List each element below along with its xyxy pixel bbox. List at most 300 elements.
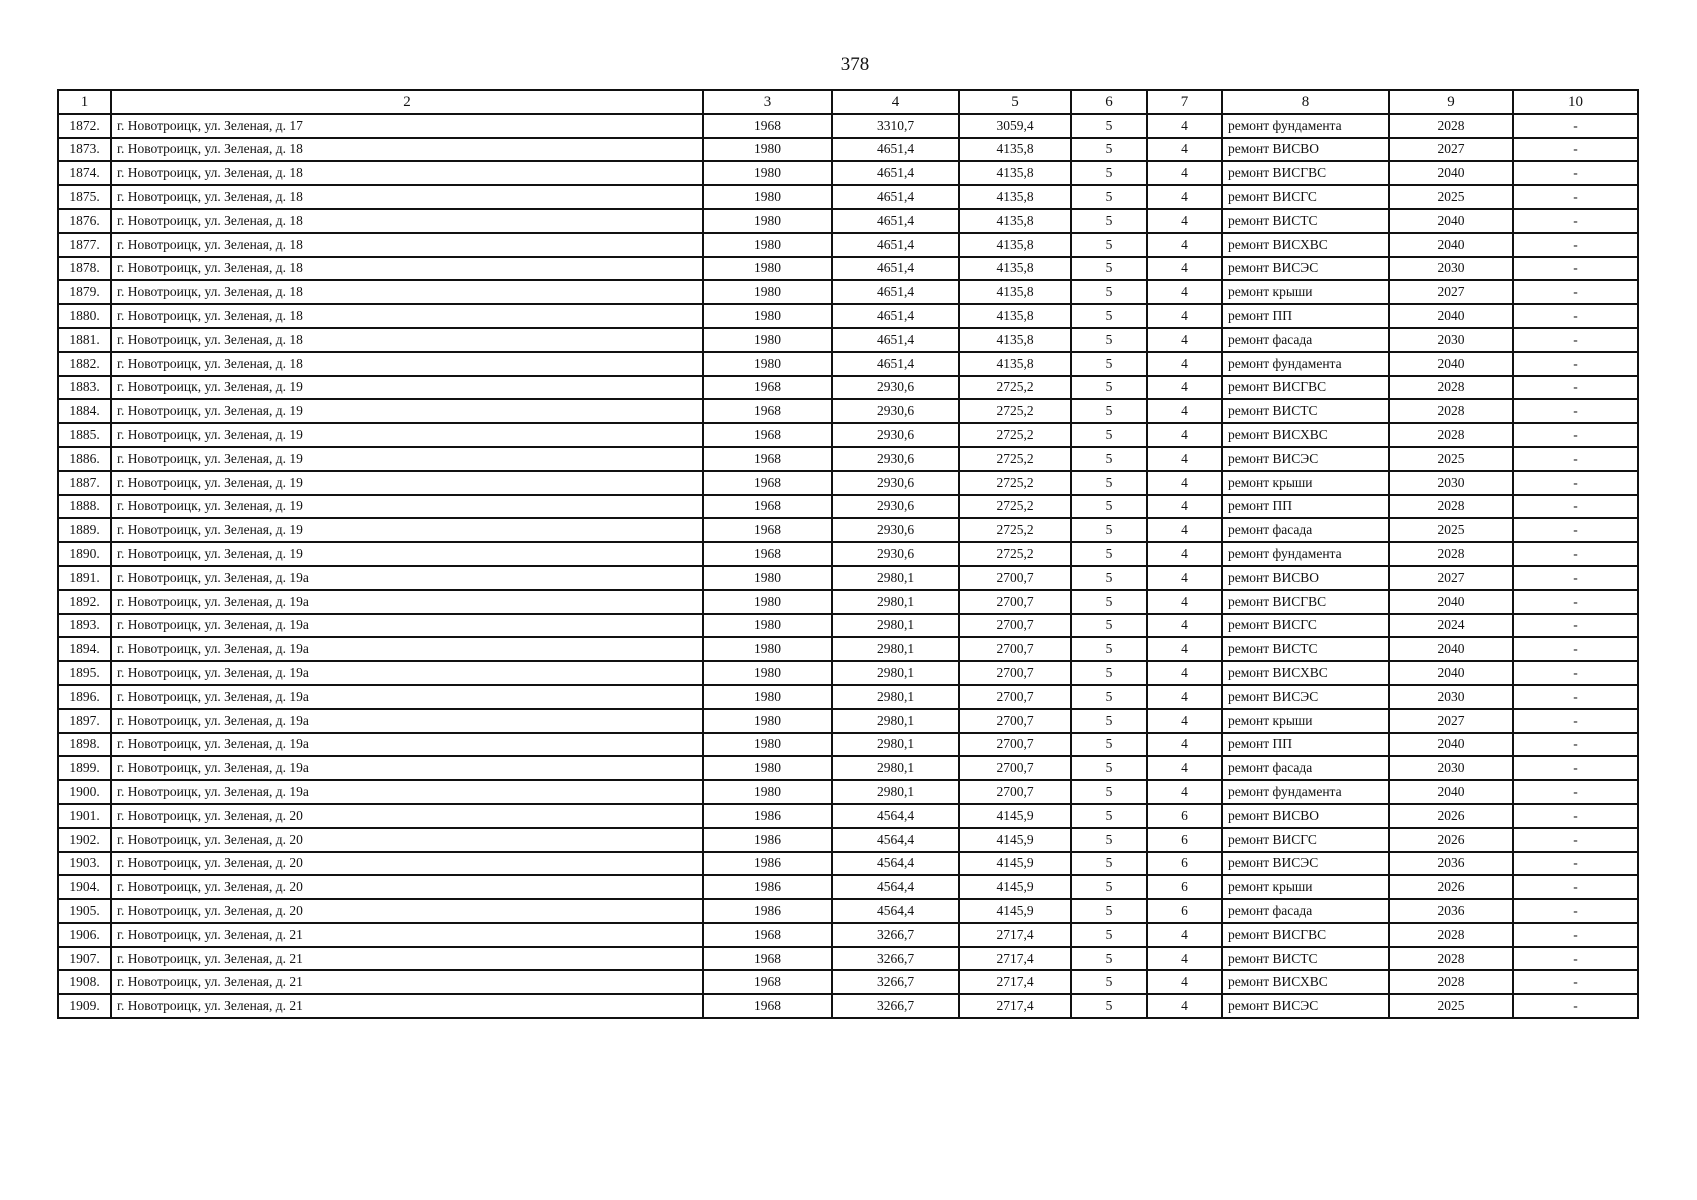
cell-note: - <box>1513 709 1638 733</box>
column-header: 5 <box>959 90 1071 114</box>
cell-total-area: 2980,1 <box>832 756 959 780</box>
cell-planned-year: 2036 <box>1389 852 1513 876</box>
cell-floors: 5 <box>1071 804 1147 828</box>
cell-total-area: 4651,4 <box>832 161 959 185</box>
cell-row-number: 1905. <box>58 899 111 923</box>
cell-planned-year: 2040 <box>1389 661 1513 685</box>
cell-floors: 5 <box>1071 923 1147 947</box>
cell-address: г. Новотроицк, ул. Зеленая, д. 19 <box>111 447 703 471</box>
cell-planned-year: 2028 <box>1389 399 1513 423</box>
cell-planned-year: 2025 <box>1389 994 1513 1018</box>
cell-year-built: 1968 <box>703 471 832 495</box>
cell-note: - <box>1513 756 1638 780</box>
column-header: 1 <box>58 90 111 114</box>
cell-living-area: 2725,2 <box>959 542 1071 566</box>
cell-total-area: 4651,4 <box>832 209 959 233</box>
cell-living-area: 2725,2 <box>959 423 1071 447</box>
cell-entrances: 4 <box>1147 161 1222 185</box>
cell-note: - <box>1513 280 1638 304</box>
cell-address: г. Новотроицк, ул. Зеленая, д. 19 <box>111 376 703 400</box>
cell-living-area: 2700,7 <box>959 637 1071 661</box>
cell-year-built: 1980 <box>703 304 832 328</box>
cell-floors: 5 <box>1071 518 1147 542</box>
cell-address: г. Новотроицк, ул. Зеленая, д. 18 <box>111 328 703 352</box>
cell-living-area: 2717,4 <box>959 994 1071 1018</box>
cell-row-number: 1904. <box>58 875 111 899</box>
cell-repair-type: ремонт ВИСТС <box>1222 399 1389 423</box>
cell-floors: 5 <box>1071 994 1147 1018</box>
cell-total-area: 4564,4 <box>832 899 959 923</box>
cell-floors: 5 <box>1071 233 1147 257</box>
cell-floors: 5 <box>1071 780 1147 804</box>
cell-floors: 5 <box>1071 352 1147 376</box>
table-row <box>58 352 1638 376</box>
cell-address: г. Новотроицк, ул. Зеленая, д. 19 <box>111 471 703 495</box>
cell-total-area: 3266,7 <box>832 970 959 994</box>
cell-repair-type: ремонт ВИСТС <box>1222 947 1389 971</box>
cell-note: - <box>1513 495 1638 519</box>
cell-year-built: 1980 <box>703 733 832 757</box>
cell-entrances: 4 <box>1147 780 1222 804</box>
cell-total-area: 2980,1 <box>832 566 959 590</box>
cell-repair-type: ремонт ВИСХВС <box>1222 423 1389 447</box>
cell-year-built: 1968 <box>703 447 832 471</box>
table-row <box>58 138 1638 162</box>
cell-note: - <box>1513 899 1638 923</box>
cell-living-area: 2700,7 <box>959 614 1071 638</box>
cell-total-area: 4564,4 <box>832 852 959 876</box>
cell-planned-year: 2030 <box>1389 756 1513 780</box>
cell-year-built: 1980 <box>703 780 832 804</box>
table-row <box>58 614 1638 638</box>
cell-planned-year: 2028 <box>1389 923 1513 947</box>
table-row <box>58 923 1638 947</box>
cell-address: г. Новотроицк, ул. Зеленая, д. 18 <box>111 352 703 376</box>
cell-repair-type: ремонт ВИСХВС <box>1222 970 1389 994</box>
cell-row-number: 1903. <box>58 852 111 876</box>
cell-floors: 5 <box>1071 138 1147 162</box>
cell-planned-year: 2040 <box>1389 161 1513 185</box>
cell-row-number: 1893. <box>58 614 111 638</box>
cell-planned-year: 2026 <box>1389 804 1513 828</box>
cell-repair-type: ремонт ВИСЭС <box>1222 994 1389 1018</box>
table-row <box>58 566 1638 590</box>
cell-planned-year: 2040 <box>1389 209 1513 233</box>
cell-row-number: 1872. <box>58 114 111 138</box>
cell-address: г. Новотроицк, ул. Зеленая, д. 20 <box>111 804 703 828</box>
cell-entrances: 6 <box>1147 852 1222 876</box>
cell-repair-type: ремонт ВИСЭС <box>1222 685 1389 709</box>
cell-living-area: 2725,2 <box>959 471 1071 495</box>
cell-total-area: 4651,4 <box>832 328 959 352</box>
cell-row-number: 1892. <box>58 590 111 614</box>
cell-address: г. Новотроицк, ул. Зеленая, д. 19 <box>111 423 703 447</box>
cell-row-number: 1887. <box>58 471 111 495</box>
column-header: 4 <box>832 90 959 114</box>
table-row <box>58 399 1638 423</box>
cell-entrances: 4 <box>1147 661 1222 685</box>
cell-total-area: 2930,6 <box>832 518 959 542</box>
cell-address: г. Новотроицк, ул. Зеленая, д. 18 <box>111 257 703 281</box>
cell-note: - <box>1513 376 1638 400</box>
cell-entrances: 4 <box>1147 685 1222 709</box>
cell-total-area: 4564,4 <box>832 875 959 899</box>
cell-entrances: 4 <box>1147 471 1222 495</box>
cell-row-number: 1902. <box>58 828 111 852</box>
cell-planned-year: 2040 <box>1389 233 1513 257</box>
cell-living-area: 4135,8 <box>959 185 1071 209</box>
cell-entrances: 4 <box>1147 257 1222 281</box>
cell-row-number: 1878. <box>58 257 111 281</box>
page-number: 378 <box>840 54 870 75</box>
cell-repair-type: ремонт фундамента <box>1222 542 1389 566</box>
cell-total-area: 4564,4 <box>832 828 959 852</box>
cell-year-built: 1986 <box>703 828 832 852</box>
cell-total-area: 2980,1 <box>832 661 959 685</box>
cell-year-built: 1980 <box>703 257 832 281</box>
cell-note: - <box>1513 423 1638 447</box>
cell-entrances: 4 <box>1147 590 1222 614</box>
table-row <box>58 447 1638 471</box>
cell-address: г. Новотроицк, ул. Зеленая, д. 19а <box>111 733 703 757</box>
cell-planned-year: 2030 <box>1389 685 1513 709</box>
table-row <box>58 495 1638 519</box>
cell-note: - <box>1513 257 1638 281</box>
cell-floors: 5 <box>1071 328 1147 352</box>
cell-repair-type: ремонт фасада <box>1222 518 1389 542</box>
cell-total-area: 2930,6 <box>832 542 959 566</box>
cell-floors: 5 <box>1071 970 1147 994</box>
column-header: 6 <box>1071 90 1147 114</box>
cell-floors: 5 <box>1071 161 1147 185</box>
cell-row-number: 1886. <box>58 447 111 471</box>
cell-address: г. Новотроицк, ул. Зеленая, д. 20 <box>111 828 703 852</box>
cell-total-area: 2930,6 <box>832 495 959 519</box>
table-row <box>58 304 1638 328</box>
cell-year-built: 1980 <box>703 161 832 185</box>
cell-address: г. Новотроицк, ул. Зеленая, д. 18 <box>111 280 703 304</box>
cell-address: г. Новотроицк, ул. Зеленая, д. 19 <box>111 542 703 566</box>
cell-note: - <box>1513 566 1638 590</box>
cell-living-area: 3059,4 <box>959 114 1071 138</box>
cell-address: г. Новотроицк, ул. Зеленая, д. 20 <box>111 875 703 899</box>
cell-planned-year: 2027 <box>1389 566 1513 590</box>
cell-address: г. Новотроицк, ул. Зеленая, д. 19а <box>111 661 703 685</box>
cell-living-area: 2700,7 <box>959 780 1071 804</box>
cell-repair-type: ремонт ВИСЭС <box>1222 852 1389 876</box>
cell-row-number: 1880. <box>58 304 111 328</box>
cell-repair-type: ремонт ВИСХВС <box>1222 661 1389 685</box>
cell-year-built: 1968 <box>703 947 832 971</box>
cell-living-area: 4135,8 <box>959 280 1071 304</box>
cell-note: - <box>1513 590 1638 614</box>
cell-floors: 5 <box>1071 447 1147 471</box>
cell-row-number: 1908. <box>58 970 111 994</box>
column-header: 3 <box>703 90 832 114</box>
cell-living-area: 4135,8 <box>959 233 1071 257</box>
cell-repair-type: ремонт ВИСВО <box>1222 804 1389 828</box>
cell-repair-type: ремонт фундамента <box>1222 352 1389 376</box>
cell-note: - <box>1513 328 1638 352</box>
cell-repair-type: ремонт ВИСТС <box>1222 637 1389 661</box>
cell-planned-year: 2025 <box>1389 447 1513 471</box>
cell-repair-type: ремонт ВИСТС <box>1222 209 1389 233</box>
cell-repair-type: ремонт ВИСГВС <box>1222 161 1389 185</box>
cell-entrances: 4 <box>1147 328 1222 352</box>
cell-repair-type: ремонт крыши <box>1222 471 1389 495</box>
cell-entrances: 4 <box>1147 185 1222 209</box>
cell-planned-year: 2026 <box>1389 875 1513 899</box>
cell-living-area: 4145,9 <box>959 852 1071 876</box>
table-row <box>58 828 1638 852</box>
cell-note: - <box>1513 685 1638 709</box>
cell-floors: 5 <box>1071 304 1147 328</box>
cell-entrances: 4 <box>1147 304 1222 328</box>
table-row <box>58 280 1638 304</box>
cell-floors: 5 <box>1071 875 1147 899</box>
repair-schedule-table <box>57 89 1639 1019</box>
cell-floors: 5 <box>1071 209 1147 233</box>
cell-floors: 5 <box>1071 947 1147 971</box>
cell-note: - <box>1513 637 1638 661</box>
cell-planned-year: 2040 <box>1389 637 1513 661</box>
table-row <box>58 780 1638 804</box>
cell-living-area: 2725,2 <box>959 518 1071 542</box>
cell-year-built: 1980 <box>703 756 832 780</box>
cell-row-number: 1882. <box>58 352 111 376</box>
cell-total-area: 2980,1 <box>832 637 959 661</box>
cell-entrances: 4 <box>1147 233 1222 257</box>
table-row <box>58 114 1638 138</box>
cell-row-number: 1889. <box>58 518 111 542</box>
cell-note: - <box>1513 970 1638 994</box>
cell-total-area: 4651,4 <box>832 257 959 281</box>
cell-note: - <box>1513 447 1638 471</box>
cell-note: - <box>1513 780 1638 804</box>
cell-note: - <box>1513 947 1638 971</box>
cell-year-built: 1968 <box>703 423 832 447</box>
cell-row-number: 1891. <box>58 566 111 590</box>
cell-note: - <box>1513 518 1638 542</box>
cell-address: г. Новотроицк, ул. Зеленая, д. 19а <box>111 614 703 638</box>
cell-repair-type: ремонт ВИСВО <box>1222 138 1389 162</box>
cell-address: г. Новотроицк, ул. Зеленая, д. 19а <box>111 685 703 709</box>
cell-year-built: 1980 <box>703 614 832 638</box>
cell-total-area: 4651,4 <box>832 233 959 257</box>
cell-entrances: 6 <box>1147 899 1222 923</box>
cell-entrances: 4 <box>1147 637 1222 661</box>
table-row <box>58 185 1638 209</box>
table-body <box>58 114 1638 1018</box>
cell-floors: 5 <box>1071 590 1147 614</box>
cell-year-built: 1980 <box>703 328 832 352</box>
cell-floors: 5 <box>1071 756 1147 780</box>
cell-row-number: 1900. <box>58 780 111 804</box>
cell-entrances: 4 <box>1147 114 1222 138</box>
cell-total-area: 4651,4 <box>832 138 959 162</box>
cell-note: - <box>1513 875 1638 899</box>
cell-year-built: 1980 <box>703 566 832 590</box>
cell-year-built: 1986 <box>703 899 832 923</box>
cell-living-area: 4145,9 <box>959 828 1071 852</box>
table-row <box>58 233 1638 257</box>
cell-repair-type: ремонт ВИСГС <box>1222 614 1389 638</box>
cell-floors: 5 <box>1071 828 1147 852</box>
cell-row-number: 1873. <box>58 138 111 162</box>
table-row <box>58 590 1638 614</box>
cell-planned-year: 2028 <box>1389 423 1513 447</box>
cell-address: г. Новотроицк, ул. Зеленая, д. 20 <box>111 899 703 923</box>
cell-year-built: 1986 <box>703 875 832 899</box>
cell-row-number: 1879. <box>58 280 111 304</box>
cell-note: - <box>1513 542 1638 566</box>
cell-entrances: 4 <box>1147 947 1222 971</box>
table-row <box>58 637 1638 661</box>
cell-floors: 5 <box>1071 899 1147 923</box>
cell-repair-type: ремонт ВИСЭС <box>1222 447 1389 471</box>
cell-repair-type: ремонт крыши <box>1222 709 1389 733</box>
cell-planned-year: 2028 <box>1389 114 1513 138</box>
cell-total-area: 2980,1 <box>832 709 959 733</box>
cell-floors: 5 <box>1071 542 1147 566</box>
cell-living-area: 2725,2 <box>959 376 1071 400</box>
cell-living-area: 2717,4 <box>959 970 1071 994</box>
cell-entrances: 4 <box>1147 733 1222 757</box>
cell-total-area: 3266,7 <box>832 994 959 1018</box>
cell-year-built: 1980 <box>703 138 832 162</box>
table-row <box>58 875 1638 899</box>
cell-address: г. Новотроицк, ул. Зеленая, д. 19а <box>111 590 703 614</box>
table-row <box>58 733 1638 757</box>
cell-living-area: 2700,7 <box>959 661 1071 685</box>
cell-entrances: 4 <box>1147 970 1222 994</box>
cell-note: - <box>1513 304 1638 328</box>
cell-living-area: 2717,4 <box>959 947 1071 971</box>
cell-address: г. Новотроицк, ул. Зеленая, д. 20 <box>111 852 703 876</box>
table-row <box>58 804 1638 828</box>
cell-floors: 5 <box>1071 661 1147 685</box>
cell-repair-type: ремонт ВИСХВС <box>1222 233 1389 257</box>
column-header: 2 <box>111 90 703 114</box>
cell-planned-year: 2028 <box>1389 947 1513 971</box>
cell-year-built: 1968 <box>703 994 832 1018</box>
cell-repair-type: ремонт фасада <box>1222 899 1389 923</box>
table-row <box>58 471 1638 495</box>
table-row <box>58 257 1638 281</box>
cell-year-built: 1980 <box>703 352 832 376</box>
cell-row-number: 1874. <box>58 161 111 185</box>
cell-total-area: 3310,7 <box>832 114 959 138</box>
cell-address: г. Новотроицк, ул. Зеленая, д. 19а <box>111 709 703 733</box>
cell-total-area: 4651,4 <box>832 280 959 304</box>
cell-year-built: 1968 <box>703 495 832 519</box>
cell-total-area: 4564,4 <box>832 804 959 828</box>
cell-entrances: 4 <box>1147 923 1222 947</box>
cell-planned-year: 2025 <box>1389 518 1513 542</box>
cell-total-area: 3266,7 <box>832 923 959 947</box>
cell-total-area: 3266,7 <box>832 947 959 971</box>
cell-row-number: 1896. <box>58 685 111 709</box>
cell-entrances: 4 <box>1147 423 1222 447</box>
cell-living-area: 4135,8 <box>959 138 1071 162</box>
table-row <box>58 209 1638 233</box>
cell-total-area: 2980,1 <box>832 614 959 638</box>
cell-year-built: 1968 <box>703 542 832 566</box>
cell-row-number: 1877. <box>58 233 111 257</box>
table-row <box>58 328 1638 352</box>
cell-planned-year: 2028 <box>1389 495 1513 519</box>
cell-repair-type: ремонт ВИСГС <box>1222 185 1389 209</box>
cell-repair-type: ремонт ПП <box>1222 733 1389 757</box>
cell-note: - <box>1513 185 1638 209</box>
cell-planned-year: 2040 <box>1389 590 1513 614</box>
cell-living-area: 4145,9 <box>959 899 1071 923</box>
cell-row-number: 1884. <box>58 399 111 423</box>
cell-row-number: 1897. <box>58 709 111 733</box>
cell-living-area: 2725,2 <box>959 495 1071 519</box>
cell-repair-type: ремонт фундамента <box>1222 114 1389 138</box>
cell-total-area: 2930,6 <box>832 423 959 447</box>
cell-living-area: 2700,7 <box>959 685 1071 709</box>
cell-repair-type: ремонт ВИСЭС <box>1222 257 1389 281</box>
cell-planned-year: 2040 <box>1389 352 1513 376</box>
cell-note: - <box>1513 399 1638 423</box>
cell-planned-year: 2028 <box>1389 970 1513 994</box>
cell-living-area: 4135,8 <box>959 209 1071 233</box>
cell-note: - <box>1513 852 1638 876</box>
cell-year-built: 1980 <box>703 185 832 209</box>
cell-floors: 5 <box>1071 376 1147 400</box>
cell-note: - <box>1513 614 1638 638</box>
cell-floors: 5 <box>1071 114 1147 138</box>
cell-entrances: 4 <box>1147 614 1222 638</box>
cell-row-number: 1899. <box>58 756 111 780</box>
cell-row-number: 1898. <box>58 733 111 757</box>
cell-floors: 5 <box>1071 614 1147 638</box>
cell-year-built: 1980 <box>703 280 832 304</box>
cell-note: - <box>1513 161 1638 185</box>
cell-living-area: 4145,9 <box>959 804 1071 828</box>
cell-planned-year: 2027 <box>1389 280 1513 304</box>
cell-entrances: 4 <box>1147 709 1222 733</box>
cell-note: - <box>1513 733 1638 757</box>
cell-row-number: 1895. <box>58 661 111 685</box>
cell-floors: 5 <box>1071 471 1147 495</box>
cell-address: г. Новотроицк, ул. Зеленая, д. 19 <box>111 495 703 519</box>
table-row <box>58 899 1638 923</box>
cell-year-built: 1980 <box>703 209 832 233</box>
cell-note: - <box>1513 923 1638 947</box>
cell-address: г. Новотроицк, ул. Зеленая, д. 18 <box>111 304 703 328</box>
cell-entrances: 4 <box>1147 542 1222 566</box>
cell-row-number: 1881. <box>58 328 111 352</box>
cell-floors: 5 <box>1071 495 1147 519</box>
cell-year-built: 1986 <box>703 852 832 876</box>
cell-address: г. Новотроицк, ул. Зеленая, д. 21 <box>111 994 703 1018</box>
cell-floors: 5 <box>1071 852 1147 876</box>
cell-floors: 5 <box>1071 733 1147 757</box>
cell-living-area: 4135,8 <box>959 304 1071 328</box>
cell-planned-year: 2027 <box>1389 138 1513 162</box>
cell-note: - <box>1513 994 1638 1018</box>
cell-planned-year: 2028 <box>1389 376 1513 400</box>
cell-floors: 5 <box>1071 709 1147 733</box>
cell-address: г. Новотроицк, ул. Зеленая, д. 19а <box>111 756 703 780</box>
column-header: 9 <box>1389 90 1513 114</box>
cell-row-number: 1890. <box>58 542 111 566</box>
cell-row-number: 1901. <box>58 804 111 828</box>
cell-living-area: 2717,4 <box>959 923 1071 947</box>
